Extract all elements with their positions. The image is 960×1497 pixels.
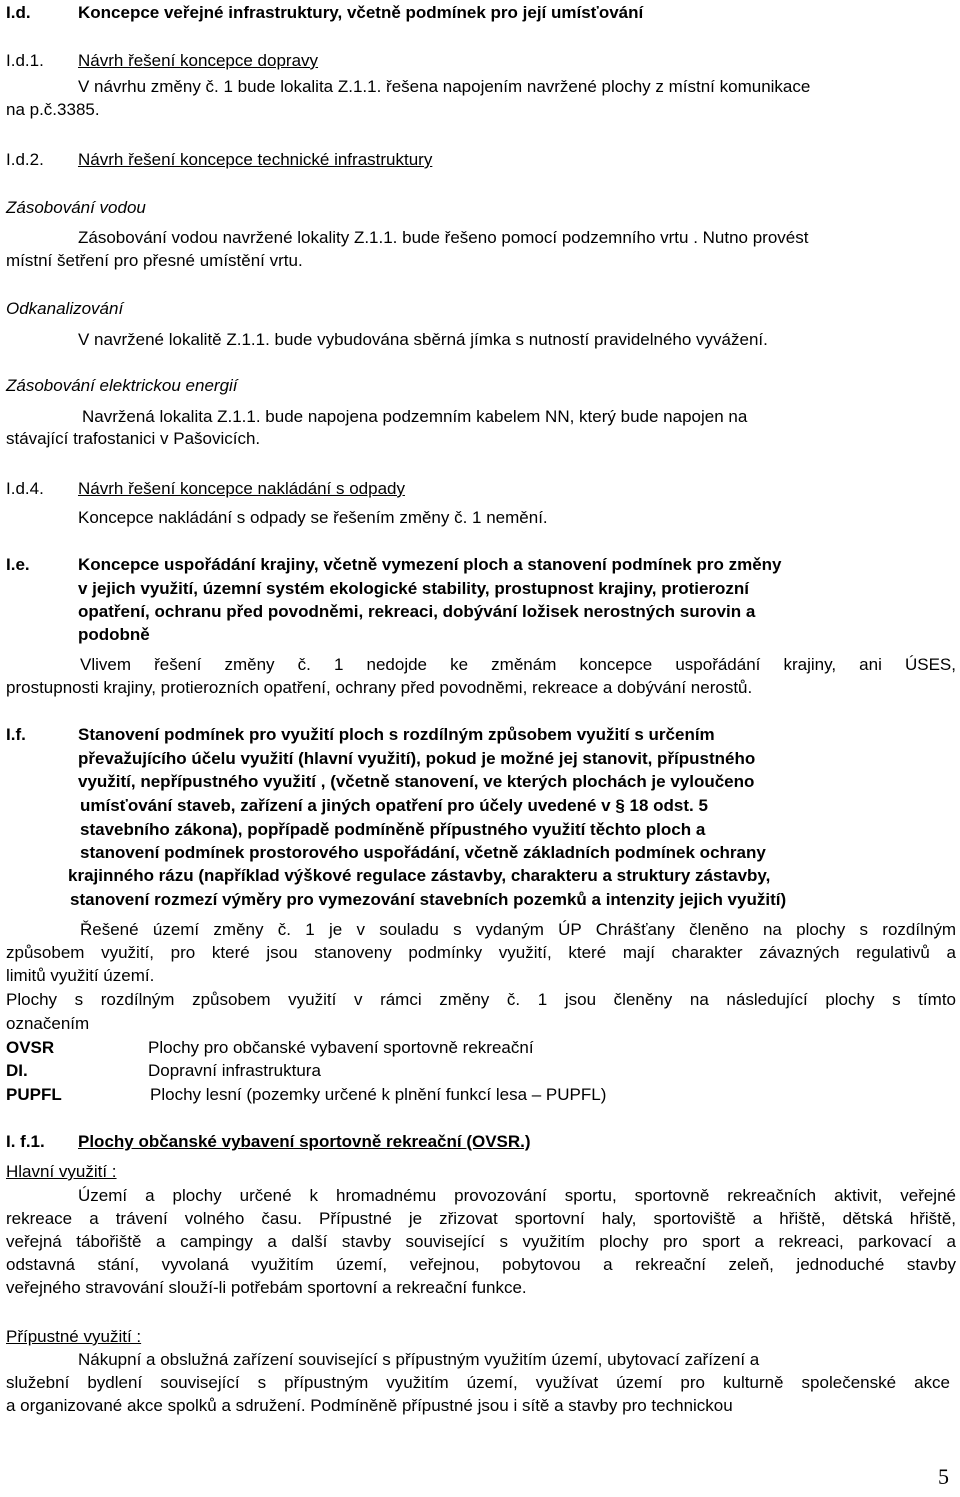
subsection-title: Návrh řešení koncepce dopravy	[78, 51, 319, 70]
section-title: Koncepce veřejné infrastruktury, včetně podmínek pro její umísťování	[78, 3, 644, 22]
section-title-line: opatření, ochranu před povodněmi, rekreaci, dobývání ložisek nerostných surovin a	[78, 602, 756, 621]
paragraph-line: místní šetření pro přesné umístění vrtu.	[6, 251, 303, 270]
section-title-line: stanovení podmínek prostorového uspořádání, včetně základních podmínek ochrany	[80, 843, 766, 862]
topic-heading: Odkanalizování	[6, 299, 124, 318]
subsection-number: I.d.4.	[6, 479, 44, 498]
paragraph-line: prostupnosti krajiny, protierozních opatření, ochrany před povodněmi, rekreace a dobývání nerostů.	[6, 678, 753, 697]
section-number: I.f.	[6, 725, 26, 744]
section-title-line: Stanovení podmínek pro využití ploch s rozdílným způsobem využití s určením	[78, 725, 715, 744]
paragraph-line: označením	[6, 1014, 90, 1033]
section-title-line: stavebního zákona), popřípadě podmíněně přípustného využití těchto ploch a	[80, 820, 706, 839]
paragraph-line: V navržené lokalitě Z.1.1. bude vybudována sběrná jímka s nutností pravidelného vyvážení.	[78, 330, 768, 349]
subsection-title: Návrh řešení koncepce nakládání s odpady	[78, 479, 405, 498]
code-label: OVSR	[6, 1038, 55, 1057]
paragraph-line: Plochy s rozdílným způsobem využití v rámci změny č. 1 jsou členěny na následující plochy s tímto	[6, 990, 956, 1009]
page-number: 5	[938, 1464, 949, 1489]
paragraph-line: rekreace a trávení volného času. Přípustné je zřizovat sportovní haly, sportoviště a hřiště, dětská hřiště,	[6, 1209, 956, 1228]
paragraph-line: Navržená lokalita Z.1.1. bude napojena podzemním kabelem NN, který bude napojen na	[82, 407, 748, 426]
code-description: Plochy lesní (pozemky určené k plnění funkcí lesa – PUPFL)	[150, 1085, 607, 1104]
paragraph-line: odstavná stání, vyvolaná využitím území, veřejnou, pobytovou a rekreační zeleň, jednoduché stavby	[6, 1255, 956, 1274]
paragraph-line: limitů využití území.	[6, 966, 155, 985]
paragraph-line: na p.č.3385.	[6, 100, 100, 119]
section-number: I.d.	[6, 3, 31, 22]
topic-heading: Zásobování elektrickou energií	[6, 376, 238, 395]
subsection-number: I.d.1.	[6, 51, 44, 70]
subsection-number: I. f.1.	[6, 1132, 45, 1151]
paragraph-line: Nákupní a obslužná zařízení související s přípustným využitím území, ubytovací zařízení a	[78, 1350, 760, 1369]
topic-heading: Zásobování vodou	[6, 198, 146, 217]
paragraph-line: Vlivem řešení změny č. 1 nedojde ke změnám koncepce uspořádání krajiny, ani ÚSES,	[80, 655, 956, 674]
paragraph-line: Koncepce nakládání s odpady se řešením změny č. 1 nemění.	[78, 508, 548, 527]
usage-heading: Hlavní využití :	[6, 1162, 117, 1181]
code-label: DI.	[6, 1061, 28, 1080]
subsection-title: Návrh řešení koncepce technické infrastruktury	[78, 150, 433, 169]
section-title-line: převažujícího účelu využití (hlavní využití), pokud je možné jej stanovit, přípustného	[78, 749, 756, 768]
code-description: Plochy pro občanské vybavení sportovně rekreační	[148, 1038, 534, 1057]
section-number: I.e.	[6, 555, 30, 574]
paragraph-line: stávající trafostanici v Pašovicích.	[6, 429, 261, 448]
section-title-line: podobně	[78, 625, 150, 644]
code-description: Dopravní infrastruktura	[148, 1061, 321, 1080]
subsection-title: Plochy občanské vybavení sportovně rekreační (OVSR.)	[78, 1132, 531, 1151]
paragraph-line: V návrhu změny č. 1 bude lokalita Z.1.1. řešena napojením navržené plochy z místní komunikace	[78, 77, 811, 96]
usage-heading: Přípustné využití :	[6, 1327, 142, 1346]
section-title-line: využití, nepřípustného využití , (včetně stanovení, ve kterých plochách je vyloučeno	[78, 772, 755, 791]
section-title-line: v jejich využití, územní systém ekologické stability, prostupnost krajiny, protierozní	[78, 579, 750, 598]
paragraph-line: a organizované akce spolků a sdružení. Podmíněně přípustné jsou i sítě a stavby pro technickou	[6, 1396, 733, 1415]
paragraph-line: Území a plochy určené k hromadnému provozování sportu, sportovně rekreačních aktivit, veřejné	[78, 1186, 956, 1205]
section-title-line: stanovení rozmezí výměry pro vymezování stavebních pozemků a intenzity jejich využití)	[70, 890, 787, 909]
section-title-line: Koncepce uspořádání krajiny, včetně vymezení ploch a stanovení podmínek pro změny	[78, 555, 782, 574]
paragraph-line: způsobem využití, pro které jsou stanoveny podmínky využití, které mají charakter závazných regulativů a	[6, 943, 956, 962]
section-title-line: krajinného rázu (například výškové regulace zástavby, charakteru a struktury zástavby,	[68, 866, 771, 885]
paragraph-line: služební bydlení související s přípustným využitím území, využívat území pro kulturně společenské akce	[6, 1373, 950, 1392]
paragraph-line: veřejná tábořiště a campingy a další stavby související s využitím plochy pro sport a rekreaci, parkovací a	[6, 1232, 956, 1251]
paragraph-line: veřejného stravování slouží-li potřebám sportovní a rekreační funkce.	[6, 1278, 527, 1297]
paragraph-line: Řešené území změny č. 1 je v souladu s vydaným ÚP Chrášťany členěno na plochy s rozdílným	[80, 920, 956, 939]
paragraph-line: Zásobování vodou navržené lokality Z.1.1. bude řešeno pomocí podzemního vrtu . Nutno provést	[78, 228, 809, 247]
code-label: PUPFL	[6, 1085, 62, 1104]
subsection-number: I.d.2.	[6, 150, 44, 169]
section-title-line: umísťování staveb, zařízení a jiných opatření pro účely uvedené v § 18 odst. 5	[80, 796, 708, 815]
